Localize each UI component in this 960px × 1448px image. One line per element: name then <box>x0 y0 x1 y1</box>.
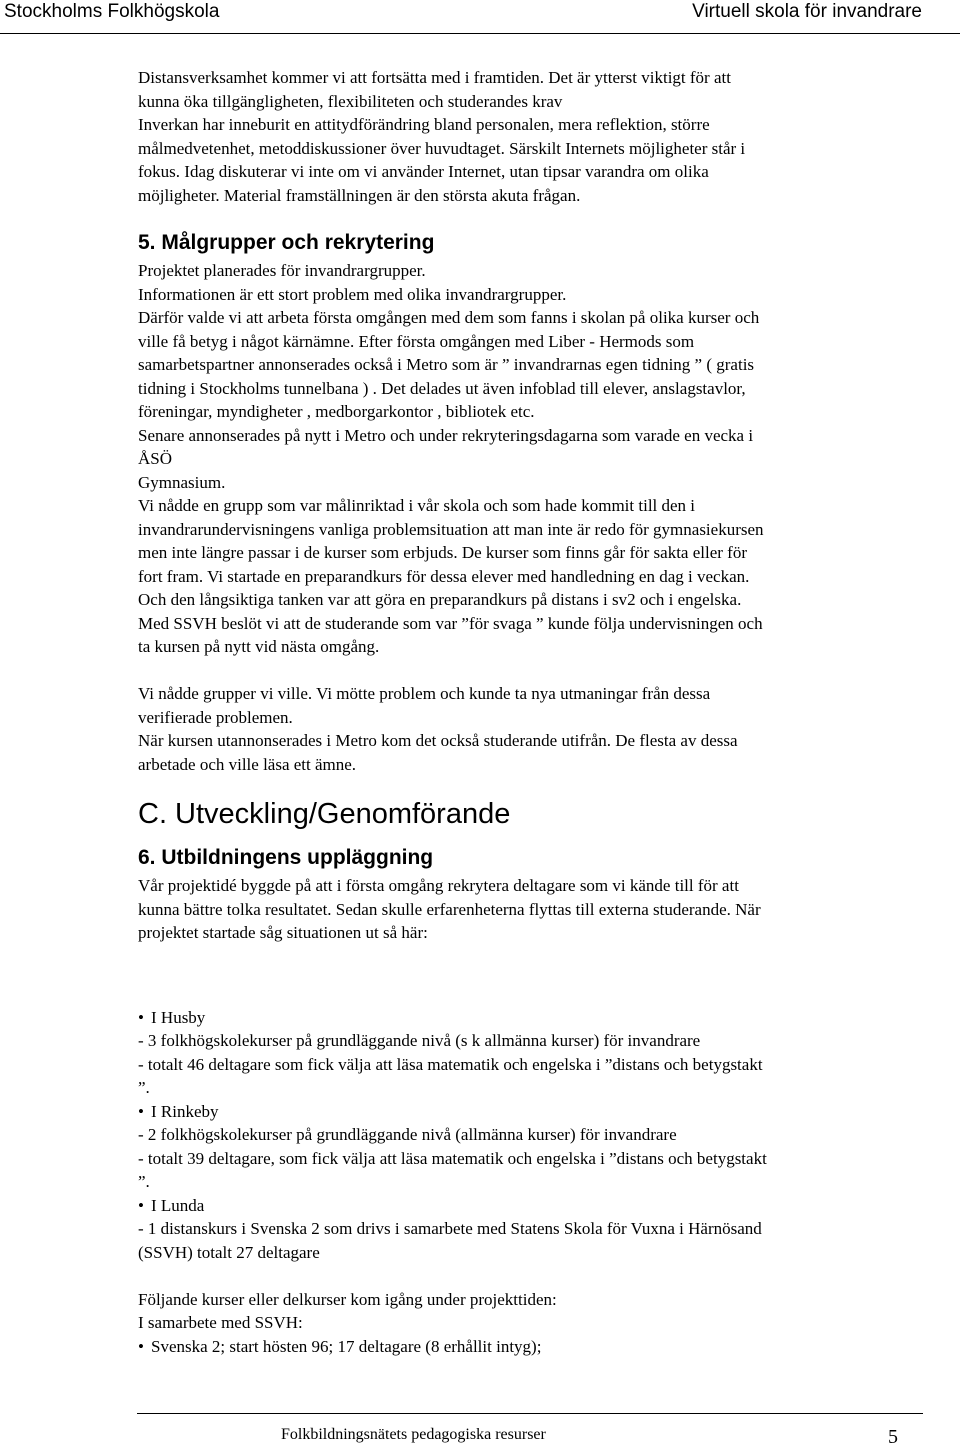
text-line: Projektet planerades för invandrargrupper. <box>138 261 426 280</box>
text-line: Informationen är ett stort problem med olika invandrargrupper. <box>138 284 567 304</box>
lunda-block <box>138 1194 918 1265</box>
document-body <box>138 66 918 1358</box>
page-header <box>0 0 960 34</box>
text-line: ÅSÖ <box>138 449 173 468</box>
bullet-icon: • <box>138 1336 144 1356</box>
bullet-icon: • <box>138 1195 144 1215</box>
bullet-icon: • <box>138 1101 144 1121</box>
text-line: - 1 distanskurs i Svenska 2 som drivs i samarbete med Statens Skola för Vuxna i Härnösand <box>138 1219 762 1238</box>
text-line: Inverkan har inneburit en attitydförändring bland personalen, mera reflektion, större <box>138 115 710 134</box>
text-line: Och den långsiktiga tanken var att göra en preparandkurs på distans i sv2 och i engelska. <box>138 590 742 609</box>
section-5-paragraph-2 <box>138 682 918 776</box>
text-line: Med SSVH beslöt vi att de studerande som var ”för svaga ” kunde följa undervisningen och <box>138 613 763 633</box>
text-line: När kursen utannonserades i Metro kom det också studerande utifrån. De flesta av dessa <box>138 731 738 750</box>
text-line: Senare annonserades på nytt i Metro och under rekryteringsdagarna som varade en vecka i <box>138 425 754 445</box>
section-6-heading: 6. Utbildningens uppläggning <box>138 846 434 869</box>
text-line: Vi nådde grupper vi ville. Vi mötte problem och kunde ta nya utmaningar från dessa <box>138 684 711 703</box>
text-line: fokus. Idag diskuterar vi inte om vi använder Internet, utan tipsar varandra om olika <box>138 162 709 181</box>
text-line: tidning i Stockholms tunnelbana ) . Det delades ut även infoblad till elever, anslagstavlor, <box>138 378 746 398</box>
bullet-label: Svenska 2; start hösten 96; 17 deltagare (8 erhållit intyg); <box>151 1336 542 1356</box>
bullet-item <box>138 1194 918 1218</box>
bullet-icon: • <box>138 1007 144 1027</box>
text-line: Distansverksamhet kommer vi att fortsätta med i framtiden. Det är ytterst viktigt för att <box>138 68 731 87</box>
section-5-heading: 5. Målgrupper och rekrytering <box>138 231 435 254</box>
bullet-item <box>138 1006 918 1030</box>
bullet-item <box>138 1335 918 1359</box>
header-school-name: Stockholms Folkhögskola <box>4 1 220 22</box>
text-line: (SSVH) totalt 27 deltagare <box>138 1242 320 1262</box>
text-line: målmedvetenhet, metoddiskussioner över huvudtaget. Särskilt Internets möjligheter står i <box>138 138 746 158</box>
rinkeby-block <box>138 1100 918 1194</box>
text-line: arbetade och ville läsa ett ämne. <box>138 754 357 774</box>
text-line: projektet startade såg situationen ut så här: <box>138 923 428 942</box>
text-line: I samarbete med SSVH: <box>138 1313 303 1332</box>
text-line: föreningar, myndigheter , medborgarkontor , bibliotek etc. <box>138 402 535 421</box>
text-line: samarbetspartner annonserades också i Metro som är ” invandrarnas egen tidning ” ( gratis <box>138 355 755 374</box>
text-line: kunna öka tillgängligheten, flexibiliteten och studerandes krav <box>138 91 563 111</box>
text-line: möjligheter. Material framställningen är den största akuta frågan. <box>138 185 581 205</box>
closing-block <box>138 1288 918 1359</box>
section-5-paragraph-1 <box>138 259 918 659</box>
text-line: Gymnasium. <box>138 472 226 492</box>
text-line: Följande kurser eller delkurser kom igång under projekttiden: <box>138 1289 557 1309</box>
text-line: ”. <box>138 1172 150 1191</box>
text-line: men inte längre passar i de kurser som erbjuds. De kurser som finns går för sakta eller för <box>138 543 747 562</box>
text-line: Vår projektidé byggde på att i första omgång rekrytera deltagare som vi kände till för att <box>138 876 739 895</box>
text-line: ”. <box>138 1078 150 1097</box>
text-line: Därför valde vi att arbeta första omgången med dem som fanns i skolan på olika kurser och <box>138 308 760 327</box>
bullet-label: I Husby <box>151 1007 206 1027</box>
text-line: Vi nådde en grupp som var målinriktad i vår skola och som hade kommit till den i <box>138 496 696 515</box>
header-divider <box>0 33 960 34</box>
intro-paragraph <box>138 66 918 207</box>
text-line: - 2 folkhögskolekurser på grundläggande nivå (allmänna kurser) för invandrare <box>138 1125 677 1144</box>
page-number: 5 <box>888 1426 898 1448</box>
footer-source: Folkbildningsnätets pedagogiska resurser <box>281 1426 546 1443</box>
text-line: - totalt 39 deltagare, som fick välja att läsa matematik och engelska i ”distans och betygstakt <box>138 1148 767 1168</box>
section-6-paragraph-1 <box>138 874 918 945</box>
text-line: fort fram. Vi startade en preparandkurs för dessa elever med handledning en dag i veckan. <box>138 566 750 586</box>
bullet-label: I Rinkeby <box>151 1101 219 1121</box>
text-line: invandrarundervisningens vanliga problemsituation att man inte är redo för gymnasiekursen <box>138 519 764 539</box>
header-project-name: Virtuell skola för invandrare <box>692 1 922 22</box>
text-line: verifierade problemen. <box>138 707 293 727</box>
text-line: ta kursen på nytt vid nästa omgång. <box>138 637 380 656</box>
husby-block <box>138 1006 918 1100</box>
footer-divider <box>137 1413 923 1414</box>
text-line: ville få betyg i något kärnämne. Efter första omgången med Liber - Hermods som <box>138 331 695 351</box>
text-line: kunna bättre tolka resultatet. Sedan skulle erfarenheterna flyttas till externa studerande. När <box>138 899 761 919</box>
text-line: - 3 folkhögskolekurser på grundläggande nivå (s k allmänna kurser) för invandrare <box>138 1031 701 1050</box>
bullet-label: I Lunda <box>151 1195 205 1215</box>
text-line: - totalt 46 deltagare som fick välja att läsa matematik och engelska i ”distans och betygstakt <box>138 1054 763 1074</box>
bullet-item <box>138 1100 918 1124</box>
part-c-heading: C. Utveckling/Genomförande <box>138 798 511 830</box>
